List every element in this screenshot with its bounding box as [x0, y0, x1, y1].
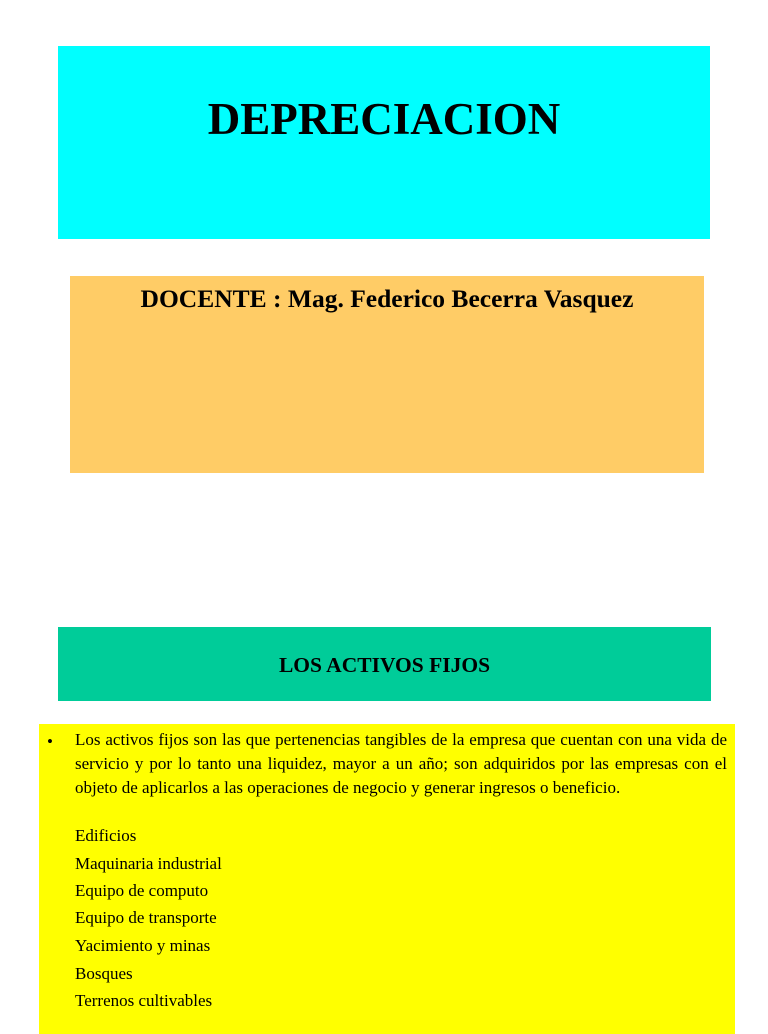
list-item: Equipo de computo: [75, 881, 209, 900]
list-item: Maquinaria industrial: [75, 854, 222, 873]
list-item: Yacimiento y minas: [75, 936, 211, 955]
list-item: Bosques: [75, 964, 133, 983]
page-title: DEPRECIACION: [207, 94, 561, 144]
definition-paragraph: Los activos fijos son las que pertenencias tangibles de la empresa que cuentan con una vida de servicio y por lo tanto una liquidez, mayor a un año; son adquiridos por las empresas con el objeto de aplicarlos a las operaciones de negocio y generar ingresos o beneficio.: [75, 730, 727, 797]
teacher-name: DOCENTE : Mag. Federico Becerra Vasquez: [140, 284, 634, 313]
list-item: Edificios: [75, 826, 137, 845]
content-panel: [39, 724, 735, 1034]
bullet-icon: •: [47, 732, 53, 751]
list-item: Terrenos cultivables: [75, 991, 213, 1010]
list-item: Equipo de transporte: [75, 908, 217, 927]
section-title: LOS ACTIVOS FIJOS: [278, 653, 491, 677]
